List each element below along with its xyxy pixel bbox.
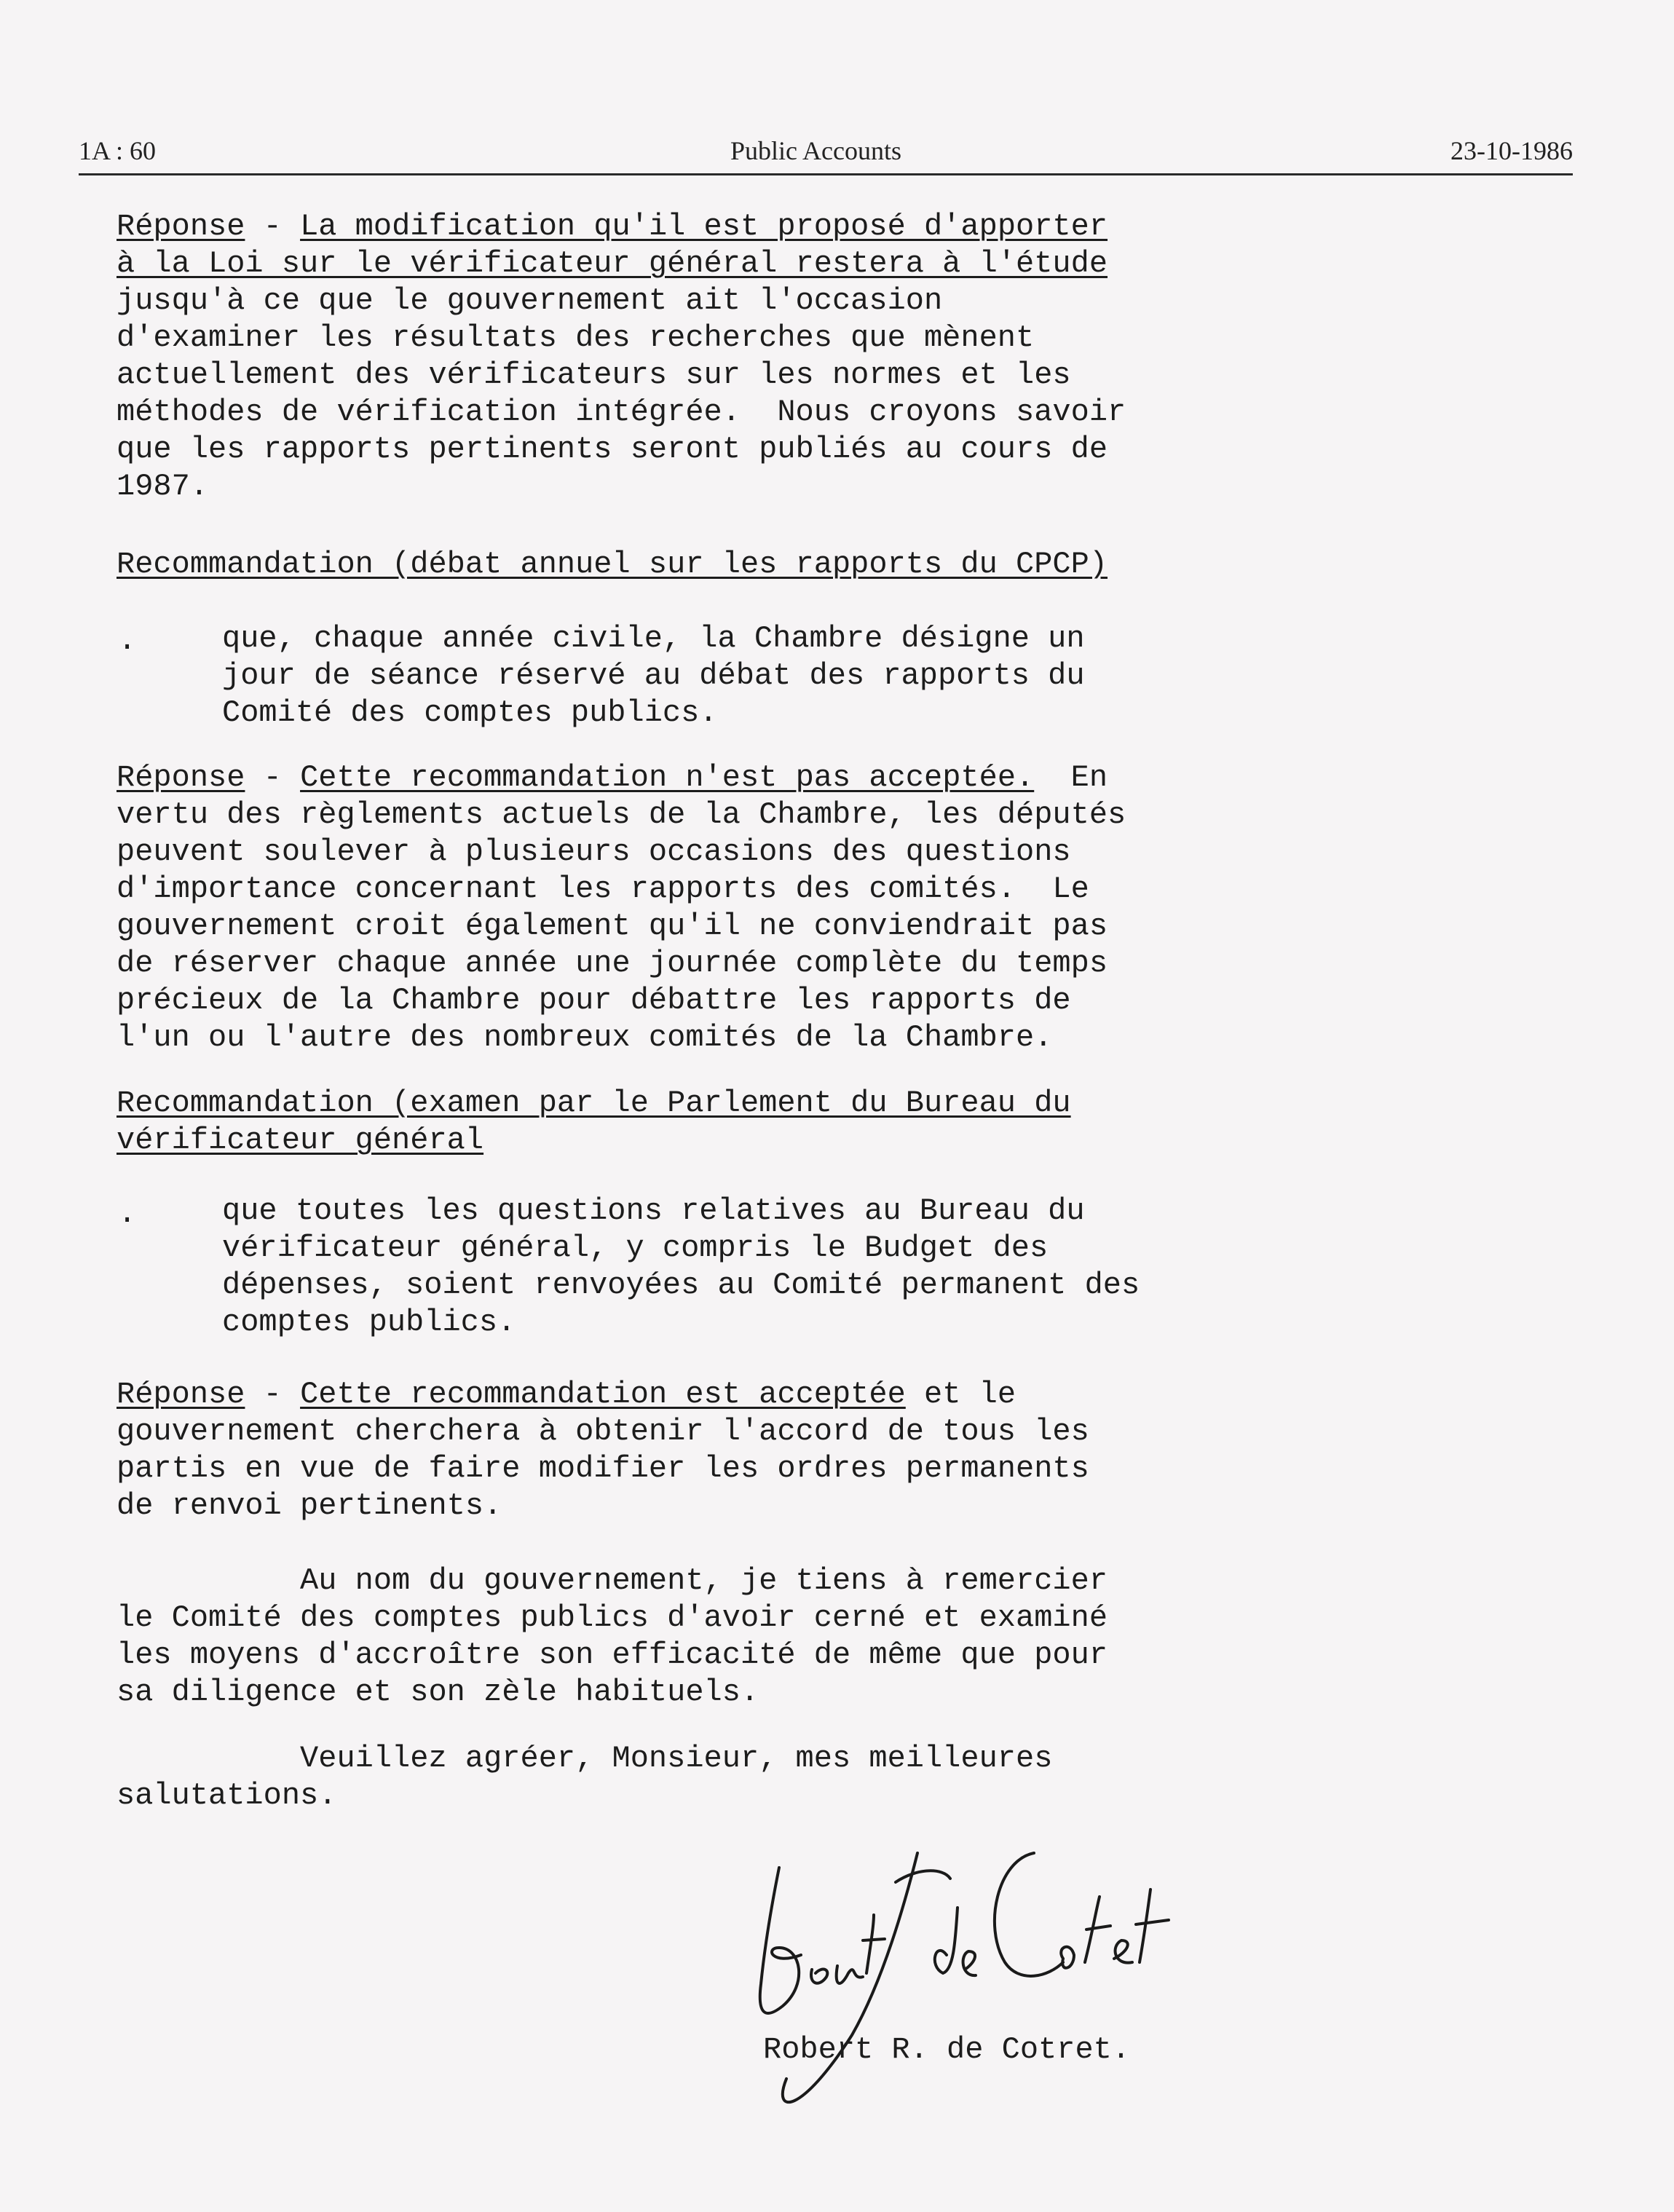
response-label: Réponse [117,209,245,244]
response-1-underlined: La modification qu'il est proposé d'apporter [300,209,1108,244]
handwritten-signature [655,1838,1296,2115]
response-1: Réponse - La modification qu'il est proposé d'apporter à la Loi sur le vérificateur général restera à l'étude jusqu'à ce que le gouvernement ait l'occasion d'examiner les résultats des recherches que mènent actuellement des vérificateurs sur les normes et les méthodes de vérification intégrée. Nous croyons savoir que les rapports pertinents seront publiés au cours de 1987. [117,209,1126,504]
salutation: Veuillez agréer, Monsieur, mes meilleures salutations. [117,1741,1053,1813]
response-label: Réponse [117,1377,245,1412]
bullet: . [118,623,137,658]
response-2-body: vertu des règlements actuels de la Chambre, les députés peuvent soulever à plusieurs occasions des questions d'importance concernant les rapports des comités. Le gouvernement croit également qu'il ne conviendrait pas de réserver chaque année une journée complète du temps précieux de la Chambre pour débattre les rapports de l'un ou l'autre des nombreux comités de la Chambre. [117,797,1126,1055]
recommendation-1-text: que, chaque année civile, la Chambre désigne un jour de séance réservé au débat des rapports du Comité des comptes publics. [222,621,1085,730]
signatory-name: Robert R. de Cotret. [763,2032,1131,2067]
closing-paragraph: Au nom du gouvernement, je tiens à remercier le Comité des comptes publics d'avoir cerné et examiné les moyens d'accroître son efficacité de même que pour sa diligence et son zèle habituels. [117,1563,1108,1710]
response-1-body: jusqu'à ce que le gouvernement ait l'occasion d'examiner les résultats des recherches que mènent actuellement des vérificateurs sur les normes et les méthodes de vérification intégrée. Nous croyons savoir que les rapports pertinents seront publiés au cours de 1987. [117,283,1126,504]
response-2: Réponse - Cette recommandation n'est pas acceptée. En vertu des règlements actuels de la Chambre, les députés peuvent soulever à plusieurs occasions des questions d'importance concernant les rapports des comités. Le gouvernement croit également qu'il ne conviendrait pas de réserver chaque année une journée complète du temps précieux de la Chambre pour débattre les rapports de l'un ou l'autre des nombreux comités de la Chambre. [117,760,1126,1055]
response-2-underlined: Cette recommandation n'est pas acceptée. [300,760,1035,795]
response-3-underlined: Cette recommandation est acceptée [300,1377,906,1412]
recommendation-1-heading: Recommandation (débat annuel sur les rapports du CPCP) [117,547,1108,582]
page-number: 1A : 60 [79,136,157,165]
response-label: Réponse [117,760,245,795]
recommendation-2-heading: Recommandation (examen par le Parlement du Bureau du vérificateur général [117,1086,1071,1158]
response-3: Réponse - Cette recommandation est acceptée et le gouvernement cherchera à obtenir l'accord de tous les partis en vue de faire modifier les ordres permanents de renvoi pertinents. [117,1377,1089,1523]
page-header [79,135,1573,175]
bullet: . [118,1196,137,1231]
response-1-underlined-line2: à la Loi sur le vérificateur général restera à l'étude [117,246,1108,281]
header-date: 23-10-1986 [1450,136,1573,165]
response-3-body: gouvernement cherchera à obtenir l'accord de tous les partis en vue de faire modifier les ordres permanents de renvoi pertinents. [117,1414,1089,1523]
recommendation-2-text: que toutes les questions relatives au Bureau du vérificateur général, y compris le Budget des dépenses, soient renvoyées au Comité permanent des comptes publics. [222,1193,1140,1340]
running-title: Public Accounts [730,136,901,165]
